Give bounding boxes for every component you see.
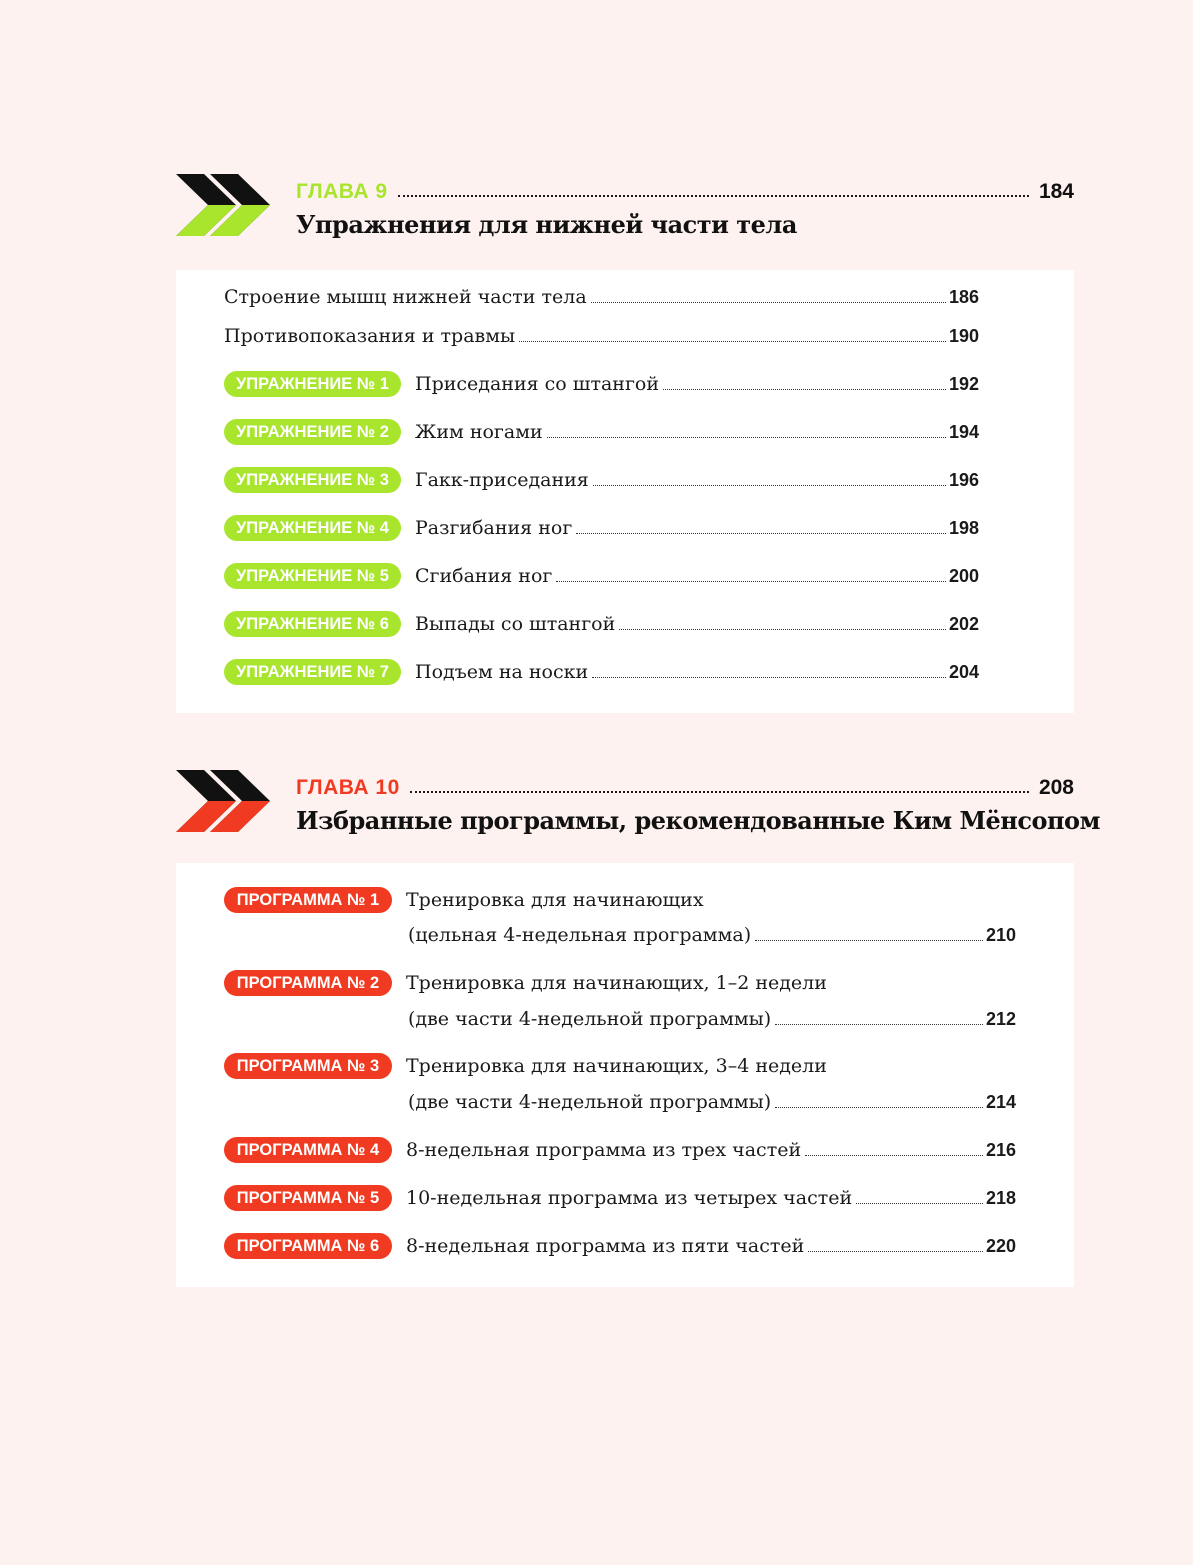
dot-leader [755,940,983,941]
program-entry[interactable] [224,1231,1016,1261]
toc-entry[interactable] [224,321,979,351]
program-badge: ПРОГРАММА № 6 [224,1233,392,1259]
program-subtitle: (две части 4-недельной программы) [408,1008,772,1030]
exercise-entry[interactable] [224,513,979,543]
program-badge: ПРОГРАММА № 3 [224,1053,392,1079]
dot-leader [593,485,946,486]
chapter-10-title: Избранные программы, рекомендованные Ким Мёнсопом [296,806,1100,835]
entry-text: Строение мышц нижней части тела [224,286,587,308]
entry-page: 220 [985,1235,1016,1256]
program-badge: ПРОГРАММА № 5 [224,1185,392,1211]
entry-text: Противопоказания и травмы [224,325,516,347]
dot-leader [619,629,946,630]
dot-leader [556,581,946,582]
entry-page: 218 [985,1187,1016,1208]
program-entry[interactable] [224,968,827,998]
dot-leader [591,302,946,303]
entry-page: 186 [948,286,979,307]
entry-page: 216 [985,1139,1016,1160]
program-title: 8-недельная программа из пяти частей [406,1235,805,1257]
program-entry-cont[interactable] [408,920,1016,950]
entry-page: 198 [948,517,979,538]
program-badge: ПРОГРАММА № 2 [224,970,392,996]
chapter-9-line [296,168,1074,204]
program-badge: ПРОГРАММА № 4 [224,1137,392,1163]
dot-leader [592,677,946,678]
dot-leader [808,1251,983,1252]
entry-page: 190 [948,325,979,346]
entry-page: 196 [948,469,979,490]
exercise-badge: УПРАЖНЕНИЕ № 4 [224,515,401,541]
entry-text: Выпады со штангой [415,613,616,635]
dot-leader [856,1203,983,1204]
exercise-entry[interactable] [224,417,979,447]
exercise-entry[interactable] [224,369,979,399]
exercise-entry[interactable] [224,657,979,687]
chapter-9-page: 184 [1038,180,1074,203]
entry-text: Приседания со штангой [415,373,660,395]
program-entry[interactable] [224,1183,1016,1213]
program-title: Тренировка для начинающих [406,889,704,911]
entry-page: 214 [985,1091,1016,1112]
entry-page: 194 [948,421,979,442]
program-entry-cont[interactable] [408,1004,1016,1034]
entry-page: 192 [948,373,979,394]
dot-leader [410,791,1029,793]
program-badge: ПРОГРАММА № 1 [224,887,392,913]
program-title: Тренировка для начинающих, 1–2 недели [406,972,827,994]
chapter-10-contents [176,863,1074,1287]
dot-leader [775,1024,983,1025]
dot-leader [805,1155,983,1156]
exercise-entry[interactable] [224,609,979,639]
chapter-9-title: Упражнения для нижней части тела [296,210,797,239]
dot-leader [663,389,946,390]
program-subtitle: (две части 4-недельной программы) [408,1091,772,1113]
program-title: 8-недельная программа из трех частей [406,1139,802,1161]
double-chevron-green-icon [176,172,272,238]
exercise-badge: УПРАЖНЕНИЕ № 7 [224,659,401,685]
toc-entry[interactable] [224,282,979,312]
entry-page: 204 [948,661,979,682]
entry-text: Разгибания ног [415,517,573,539]
exercise-badge: УПРАЖНЕНИЕ № 5 [224,563,401,589]
entry-text: Гакк-приседания [415,469,589,491]
exercise-badge: УПРАЖНЕНИЕ № 3 [224,467,401,493]
program-title: Тренировка для начинающих, 3–4 недели [406,1055,827,1077]
program-entry-cont[interactable] [408,1087,1016,1117]
dot-leader [519,341,946,342]
chapter-9-contents [176,270,1074,713]
exercise-badge: УПРАЖНЕНИЕ № 2 [224,419,401,445]
dot-leader [547,437,946,438]
exercise-entry[interactable] [224,561,979,591]
entry-page: 210 [985,924,1016,945]
exercise-badge: УПРАЖНЕНИЕ № 6 [224,611,401,637]
entry-text: Сгибания ног [415,565,553,587]
program-entry[interactable] [224,885,704,915]
entry-page: 212 [985,1008,1016,1029]
chapter-9-label: ГЛАВА 9 [296,180,388,203]
entry-text: Жим ногами [415,421,543,443]
program-subtitle: (цельная 4-недельная программа) [408,924,752,946]
program-title: 10-недельная программа из четырех частей [406,1187,853,1209]
entry-page: 202 [948,613,979,634]
dot-leader [576,533,946,534]
chapter-10-line [296,764,1074,800]
dot-leader [398,195,1029,197]
entry-text: Подъем на носки [415,661,589,683]
exercise-badge: УПРАЖНЕНИЕ № 1 [224,371,401,397]
entry-page: 200 [948,565,979,586]
dot-leader [775,1107,983,1108]
chapter-10-page: 208 [1038,776,1074,799]
chapter-10-label: ГЛАВА 10 [296,776,400,799]
program-entry[interactable] [224,1135,1016,1165]
exercise-entry[interactable] [224,465,979,495]
program-entry[interactable] [224,1051,827,1081]
double-chevron-red-icon [176,768,272,834]
